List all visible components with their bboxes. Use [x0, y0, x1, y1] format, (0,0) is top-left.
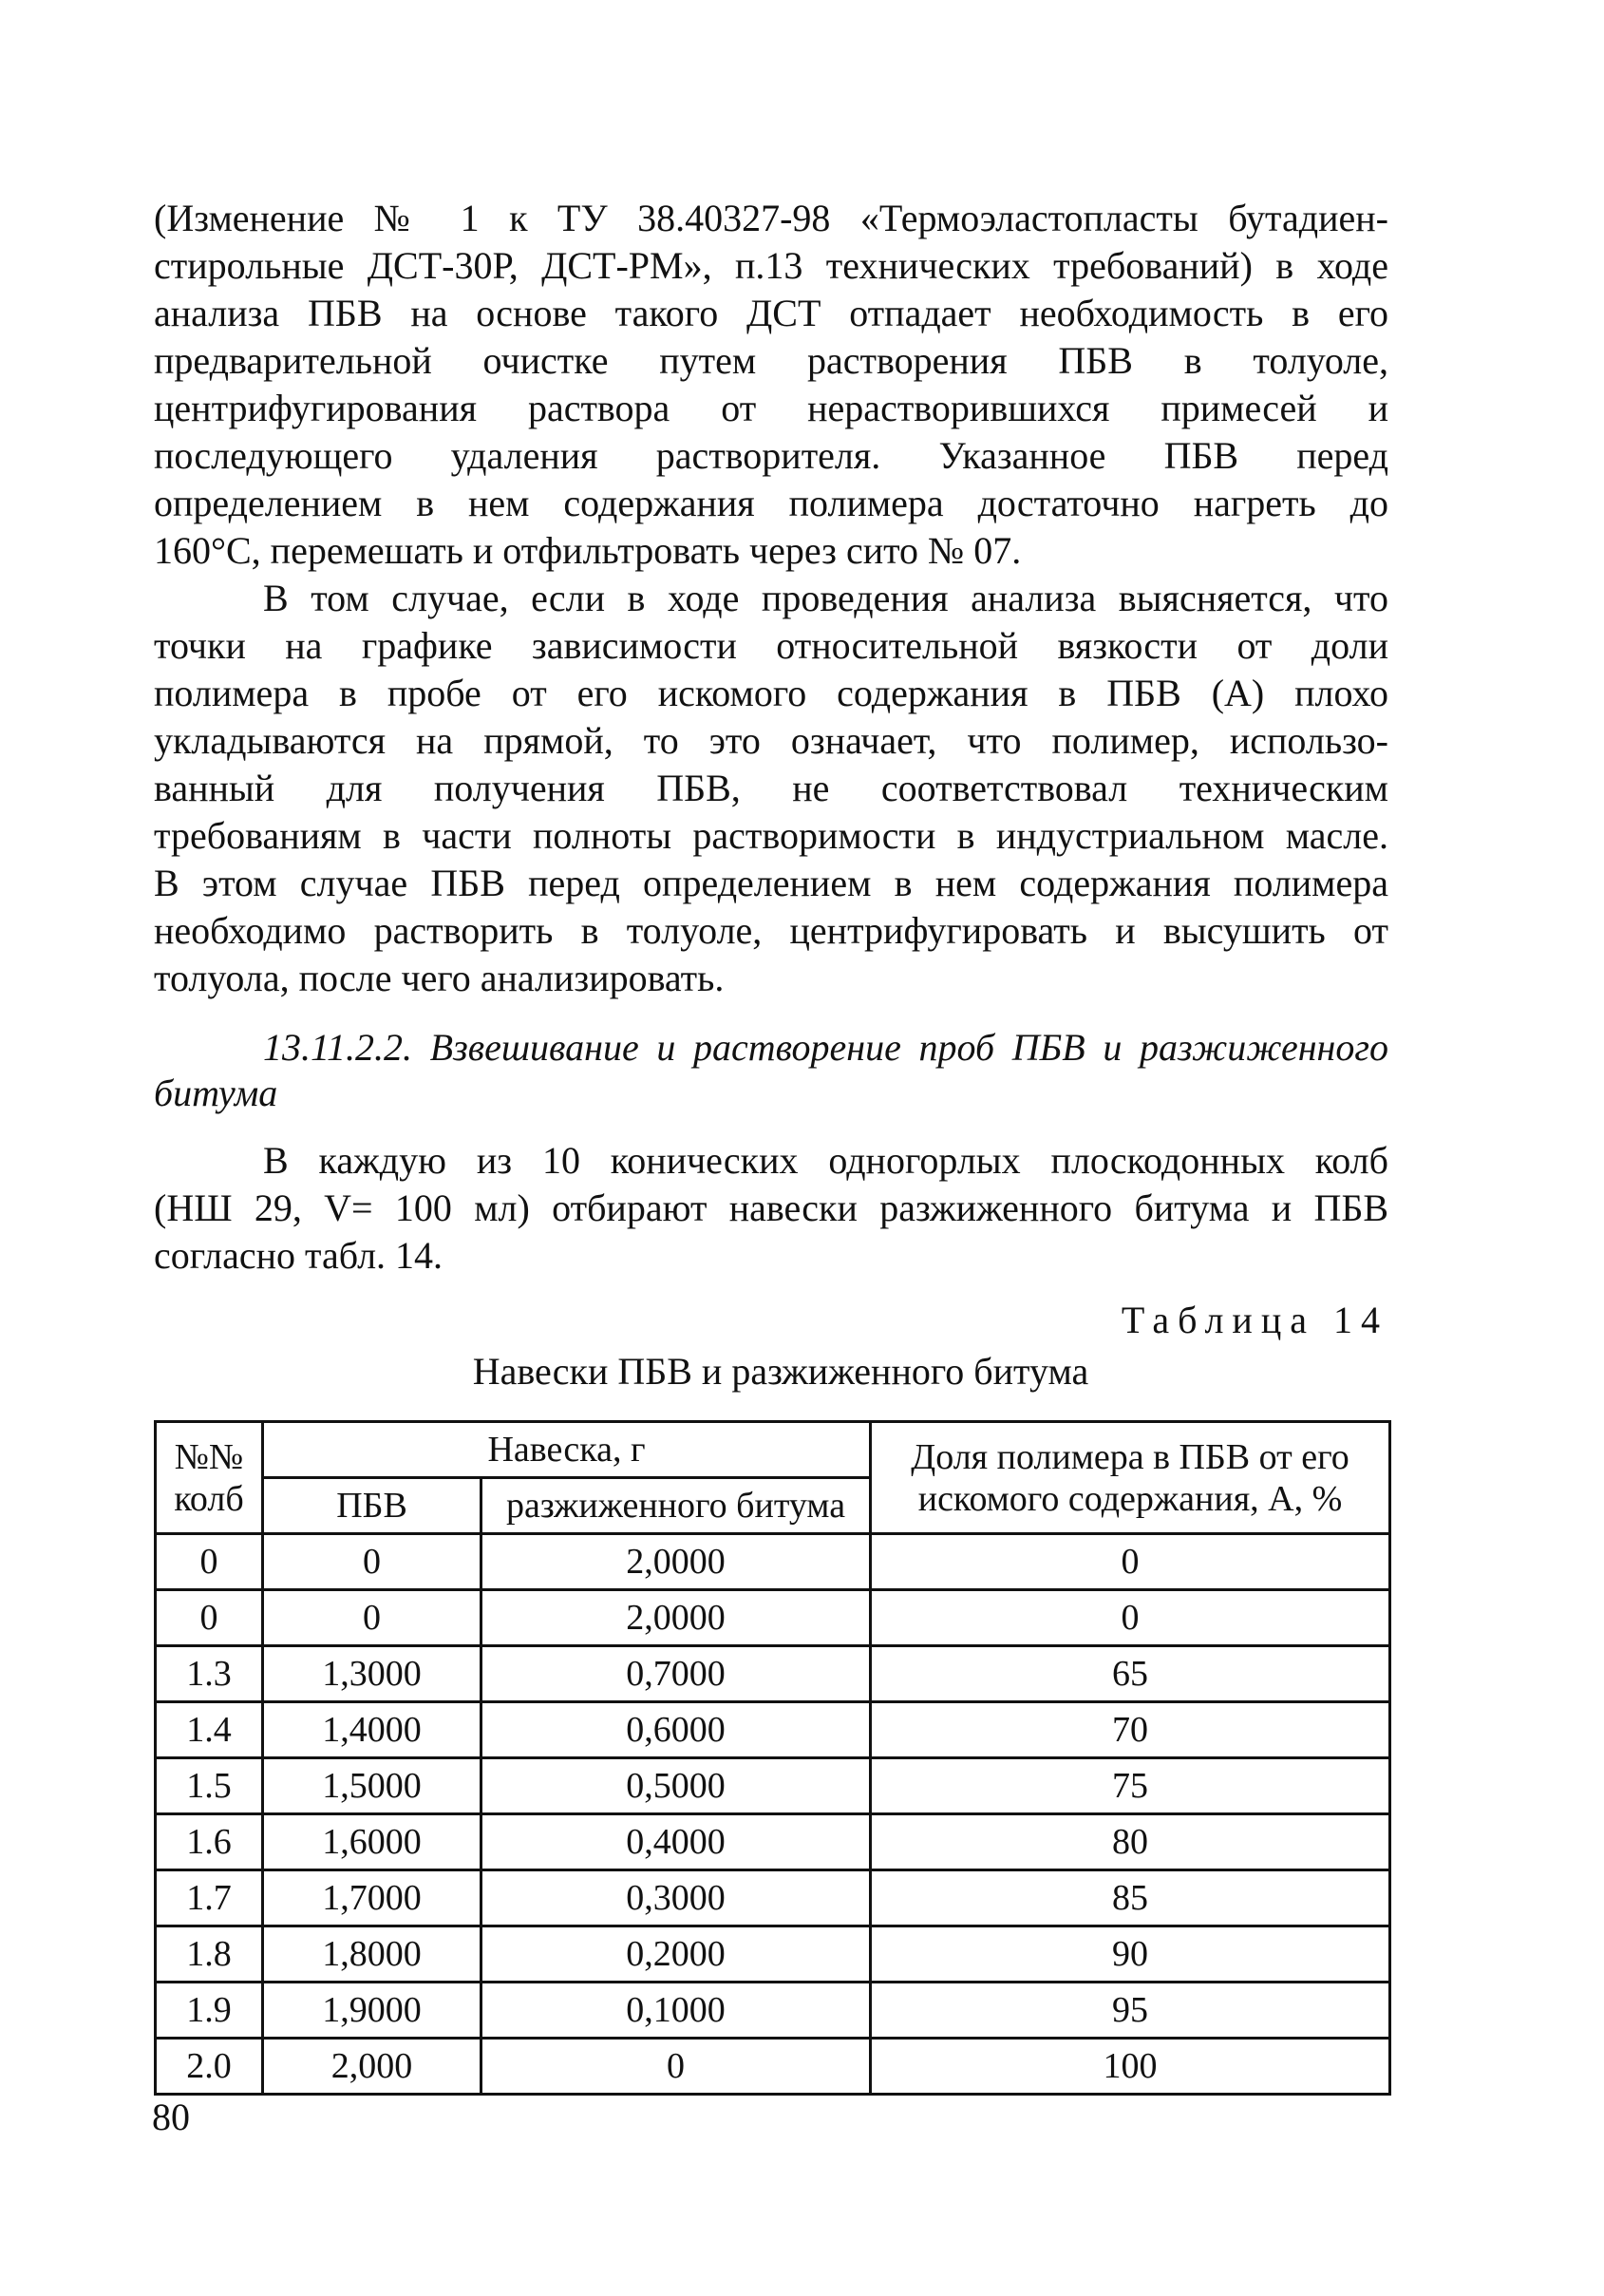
text-line: анализа ПБВ на основе такого ДСТ отпадает необходимость в его [154, 292, 1388, 334]
table-cell: 0,1000 [481, 1983, 871, 2039]
table-cell: 1.9 [156, 1983, 263, 2039]
table-cell: 1.4 [156, 1702, 263, 1758]
heading-line: битума [154, 1072, 278, 1114]
table-cell: 0,4000 [481, 1814, 871, 1870]
text-line: полимера в пробе от его искомого содержания в ПБВ (А) плохо [154, 672, 1388, 714]
table-row [156, 1926, 1390, 1983]
table-cell: 2,0000 [481, 1534, 871, 1590]
table-row [156, 2039, 1390, 2095]
table-cell: 1,8000 [263, 1926, 481, 1983]
table-cell: 1,7000 [263, 1870, 481, 1926]
table-cell: 1,9000 [263, 1983, 481, 2039]
table-cell: 0 [871, 1534, 1390, 1590]
header-flask-number [156, 1422, 263, 1534]
header-text: искомого содержания, А, % [917, 1478, 1343, 1519]
header-pbv: ПБВ [263, 1478, 481, 1534]
table-cell: 0 [263, 1590, 481, 1646]
table-cell: 2.0 [156, 2039, 263, 2095]
table-cell: 0 [156, 1590, 263, 1646]
text-line: толуола, после чего анализировать. [154, 957, 725, 999]
header-bitumen: разжиженного битума [481, 1478, 871, 1534]
header-text: №№ [174, 1436, 244, 1477]
table-cell: 75 [871, 1758, 1390, 1814]
text-line: В том случае, если в ходе проведения анализа выясняется, что [263, 577, 1388, 619]
table-cell: 1.8 [156, 1926, 263, 1983]
section-heading [154, 1025, 1388, 1116]
table-cell: 100 [871, 2039, 1390, 2095]
header-polymer-share [871, 1422, 1390, 1534]
table-cell: 0,7000 [481, 1646, 871, 1702]
text-line: последующего удаления растворителя. Указанное ПБВ перед [154, 434, 1388, 477]
text-line: определением в нем содержания полимера достаточно нагреть до [154, 482, 1388, 524]
text-line: согласно табл. 14. [154, 1234, 443, 1277]
table-cell: 1,6000 [263, 1814, 481, 1870]
table-cell: 0 [263, 1534, 481, 1590]
table-cell: 1,3000 [263, 1646, 481, 1702]
text-line: предварительной очистке путем растворения ПБВ в толуоле, [154, 339, 1388, 382]
text-line: В этом случае ПБВ перед определением в нем содержания полимера [154, 862, 1388, 904]
table-row [156, 1870, 1390, 1926]
table-title: Навески ПБВ и разжиженного битума [472, 1350, 1089, 1393]
table-header-row [156, 1422, 1390, 1478]
heading-line: 13.11.2.2. Взвешивание и растворение проб ПБВ и разжиженного [263, 1026, 1388, 1069]
table-row [156, 1814, 1390, 1870]
table-cell: 1.5 [156, 1758, 263, 1814]
table-cell: 1,5000 [263, 1758, 481, 1814]
table-row [156, 1702, 1390, 1758]
table-row [156, 1758, 1390, 1814]
text-line: (Изменение № 1 к ТУ 38.40327-98 «Термоэластопласты бутадиен- [154, 197, 1388, 239]
paragraph-2 [154, 575, 1388, 1002]
header-text: Доля полимера в ПБВ от его [911, 1436, 1349, 1477]
paragraph-1 [154, 195, 1388, 575]
text-line: требованиям в части полноты растворимости в индустриальном масле. [154, 814, 1388, 857]
table-cell: 0,3000 [481, 1870, 871, 1926]
table-row [156, 1590, 1390, 1646]
text-line: 160°С, перемешать и отфильтровать через сито № 07. [154, 529, 1022, 572]
table-cell: 65 [871, 1646, 1390, 1702]
table-cell: 0 [871, 1590, 1390, 1646]
table-cell: 70 [871, 1702, 1390, 1758]
table-cell: 90 [871, 1926, 1390, 1983]
table-row [156, 1983, 1390, 2039]
paragraph-3 [154, 1137, 1388, 1280]
table-caption: Таблица 14 [1121, 1299, 1388, 1341]
page-number: 80 [152, 2096, 190, 2138]
text-line: стирольные ДСТ-30Р, ДСТ-РМ», п.13 технических требований) в ходе [154, 244, 1388, 287]
table-cell: 0 [481, 2039, 871, 2095]
table-row [156, 1646, 1390, 1702]
table-cell: 2,000 [263, 2039, 481, 2095]
text-line: укладываются на прямой, то это означает, что полимер, использо- [154, 719, 1388, 762]
table-cell: 2,0000 [481, 1590, 871, 1646]
table-cell: 1,4000 [263, 1702, 481, 1758]
text-line: ванный для получения ПБВ, не соответствовал техническим [154, 767, 1388, 809]
table-cell: 1.7 [156, 1870, 263, 1926]
table-cell: 0,5000 [481, 1758, 871, 1814]
table-cell: 0,6000 [481, 1702, 871, 1758]
table-cell: 80 [871, 1814, 1390, 1870]
table-cell: 85 [871, 1870, 1390, 1926]
table-cell: 1.3 [156, 1646, 263, 1702]
weights-table [154, 1420, 1391, 2096]
table-cell: 0,2000 [481, 1926, 871, 1983]
text-line: центрифугирования раствора от нерастворившихся примесей и [154, 387, 1388, 429]
text-line: (НШ 29, V= 100 мл) отбирают навески разжиженного битума и ПБВ [154, 1186, 1388, 1229]
text-line: В каждую из 10 конических одногорлых плоскодонных колб [263, 1139, 1388, 1182]
header-text: колб [174, 1478, 244, 1519]
table-row [156, 1534, 1390, 1590]
table-cell: 1.6 [156, 1814, 263, 1870]
page-content [154, 195, 1388, 2096]
header-weight-group: Навеска, г [263, 1422, 871, 1478]
table-cell: 95 [871, 1983, 1390, 2039]
table-cell: 0 [156, 1534, 263, 1590]
text-line: необходимо растворить в толуоле, центрифугировать и высушить от [154, 909, 1388, 952]
text-line: точки на графике зависимости относительной вязкости от доли [154, 624, 1388, 667]
table-body [156, 1534, 1390, 2095]
